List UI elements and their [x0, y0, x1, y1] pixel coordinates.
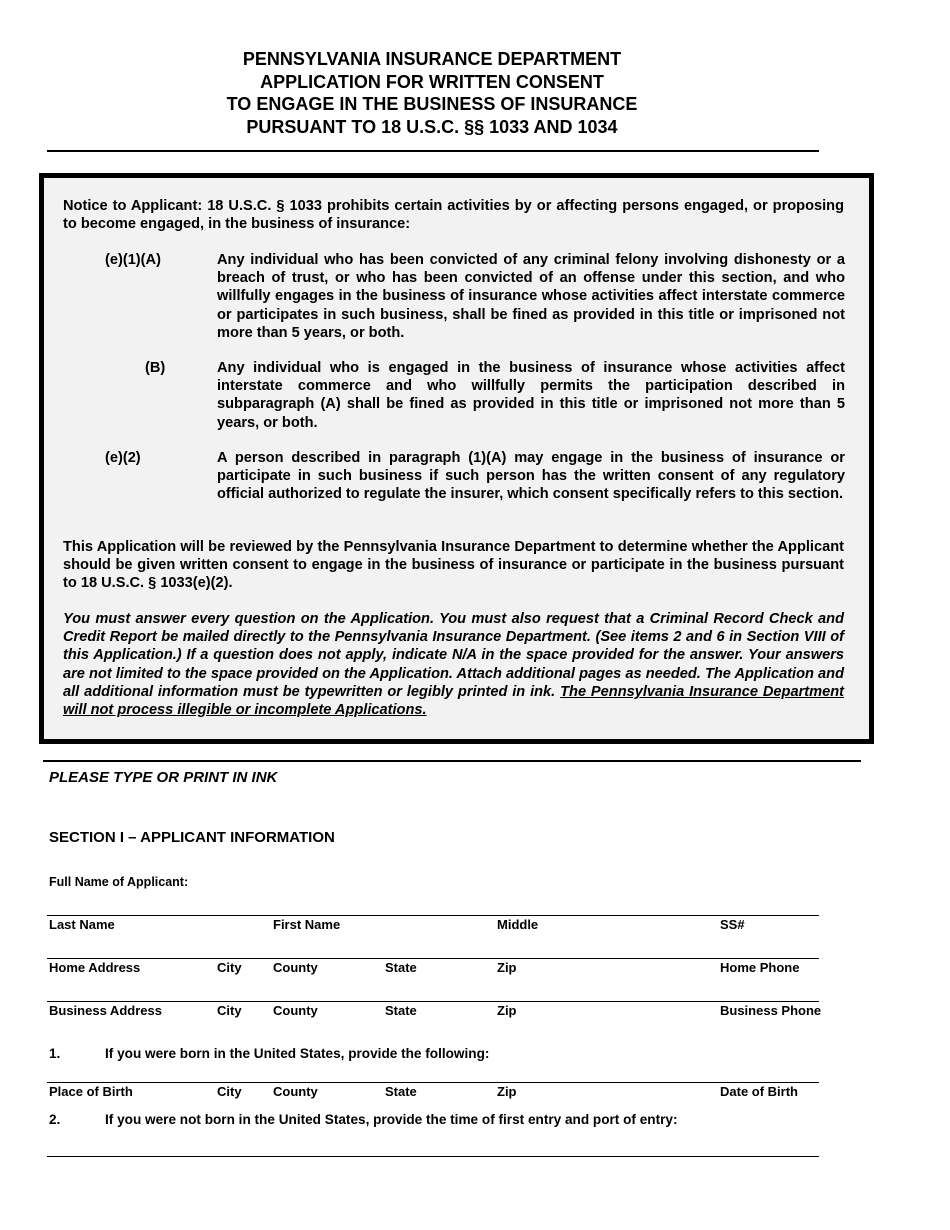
ssn-label: SS# [720, 917, 745, 932]
section-title: SECTION I – APPLICANT INFORMATION [49, 829, 335, 846]
clause-label-b: (B) [145, 360, 166, 376]
date-of-birth-label: Date of Birth [720, 1084, 798, 1099]
business-zip-label: Zip [497, 1003, 517, 1018]
home-phone-label: Home Phone [720, 960, 800, 975]
business-phone-label: Business Phone [720, 1003, 822, 1018]
birth-state-label: State [385, 1084, 417, 1099]
print-note: PLEASE TYPE OR PRINT IN INK [49, 769, 278, 786]
entry-answer-field[interactable] [47, 1156, 819, 1157]
home-county-label: County [273, 960, 318, 975]
question-1-number: 1. [49, 1046, 61, 1061]
home-zip-label: Zip [497, 960, 517, 975]
business-address-label: Business Address [49, 1003, 162, 1018]
document-title [0, 48, 864, 138]
business-address-field[interactable] [47, 1001, 819, 1002]
processing-warning: The Pennsylvania Insurance Department will not process illegible or incomplete Applications. [63, 683, 844, 719]
place-of-birth-label: Place of Birth [49, 1084, 133, 1099]
birth-county-label: County [273, 1084, 318, 1099]
last-name-label: Last Name [49, 917, 115, 932]
home-state-label: State [385, 960, 417, 975]
clause-text-e1a: Any individual who has been convicted of any criminal felony involving dishonesty or a breach of trust, or who has been convicted of an offense under this section, and who willfully engages in the business of insurance whose activities affect interstate commerce or participates in such business, shall be fined as provided in this title or imprisoned not more than 5 years, or both. [217, 252, 845, 341]
home-city-label: City [217, 960, 242, 975]
question-1-text: If you were born in the United States, provide the following: [105, 1046, 490, 1061]
business-state-label: State [385, 1003, 417, 1018]
question-2-number: 2. [49, 1112, 61, 1127]
title-line-2: APPLICATION FOR WRITTEN CONSENT [260, 71, 604, 92]
section-divider [43, 760, 861, 762]
birth-place-field[interactable] [47, 1082, 819, 1083]
clause-label-e1a: (e)(1)(A) [105, 252, 161, 268]
instructions-paragraph [63, 610, 844, 719]
clause-label-e2: (e)(2) [105, 450, 141, 466]
title-line-3: TO ENGAGE IN THE BUSINESS OF INSURANCE [226, 94, 638, 114]
business-city-label: City [217, 1003, 242, 1018]
full-name-label: Full Name of Applicant: [49, 875, 189, 889]
title-line-4: PURSUANT TO 18 U.S.C. §§ 1033 AND 1034 [246, 116, 618, 137]
question-2-text: If you were not born in the United States, provide the time of first entry and port of entry: [105, 1112, 678, 1127]
notice-box [39, 173, 874, 744]
title-line-1: PENNSYLVANIA INSURANCE DEPARTMENT [242, 49, 622, 69]
business-county-label: County [273, 1003, 318, 1018]
first-name-label: First Name [273, 917, 341, 932]
home-address-field[interactable] [47, 958, 819, 959]
title-divider [47, 150, 819, 152]
full-name-field[interactable] [47, 915, 819, 916]
notice-intro: Notice to Applicant: 18 U.S.C. § 1033 prohibits certain activities by or affecting persons engaged, or proposing to become engaged, in the business of insurance: [63, 198, 844, 233]
birth-city-label: City [217, 1084, 242, 1099]
clause-text-e2: A person described in paragraph (1)(A) may engage in the business of insurance or participate in such business if such person has the written consent of any regulatory official authorized to regulate the insurer, which consent specifically refers to this section. [217, 450, 845, 503]
review-paragraph: This Application will be reviewed by the Pennsylvania Insurance Department to determine whether the Applicant should be given written consent to engage in the business of insurance or participate in the business pursuant to 18 U.S.C. § 1033(e)(2). [63, 539, 844, 592]
birth-zip-label: Zip [497, 1084, 517, 1099]
middle-name-label: Middle [497, 917, 539, 932]
instructions-text: You must answer every question on the Application. You must also request that a Criminal Record Check and Credit Report be mailed directly to the Pennsylvania Insurance Department. (See items 2 and 6 in Section VIII of this Application.) If a question does not apply, indicate N/A in the space provided for the answer. Your answers are not limited to the space provided on the Application. Attach additional pages as needed. The Application and all additional information must be typewritten or legibly printed in ink. [63, 611, 844, 700]
home-address-label: Home Address [49, 960, 141, 975]
clause-text-b: Any individual who is engaged in the business of insurance whose activities affect interstate commerce and who willfully permits the participation described in subparagraph (A) shall be fined as provided in this title or imprisoned not more than 5 years, or both. [217, 360, 845, 431]
